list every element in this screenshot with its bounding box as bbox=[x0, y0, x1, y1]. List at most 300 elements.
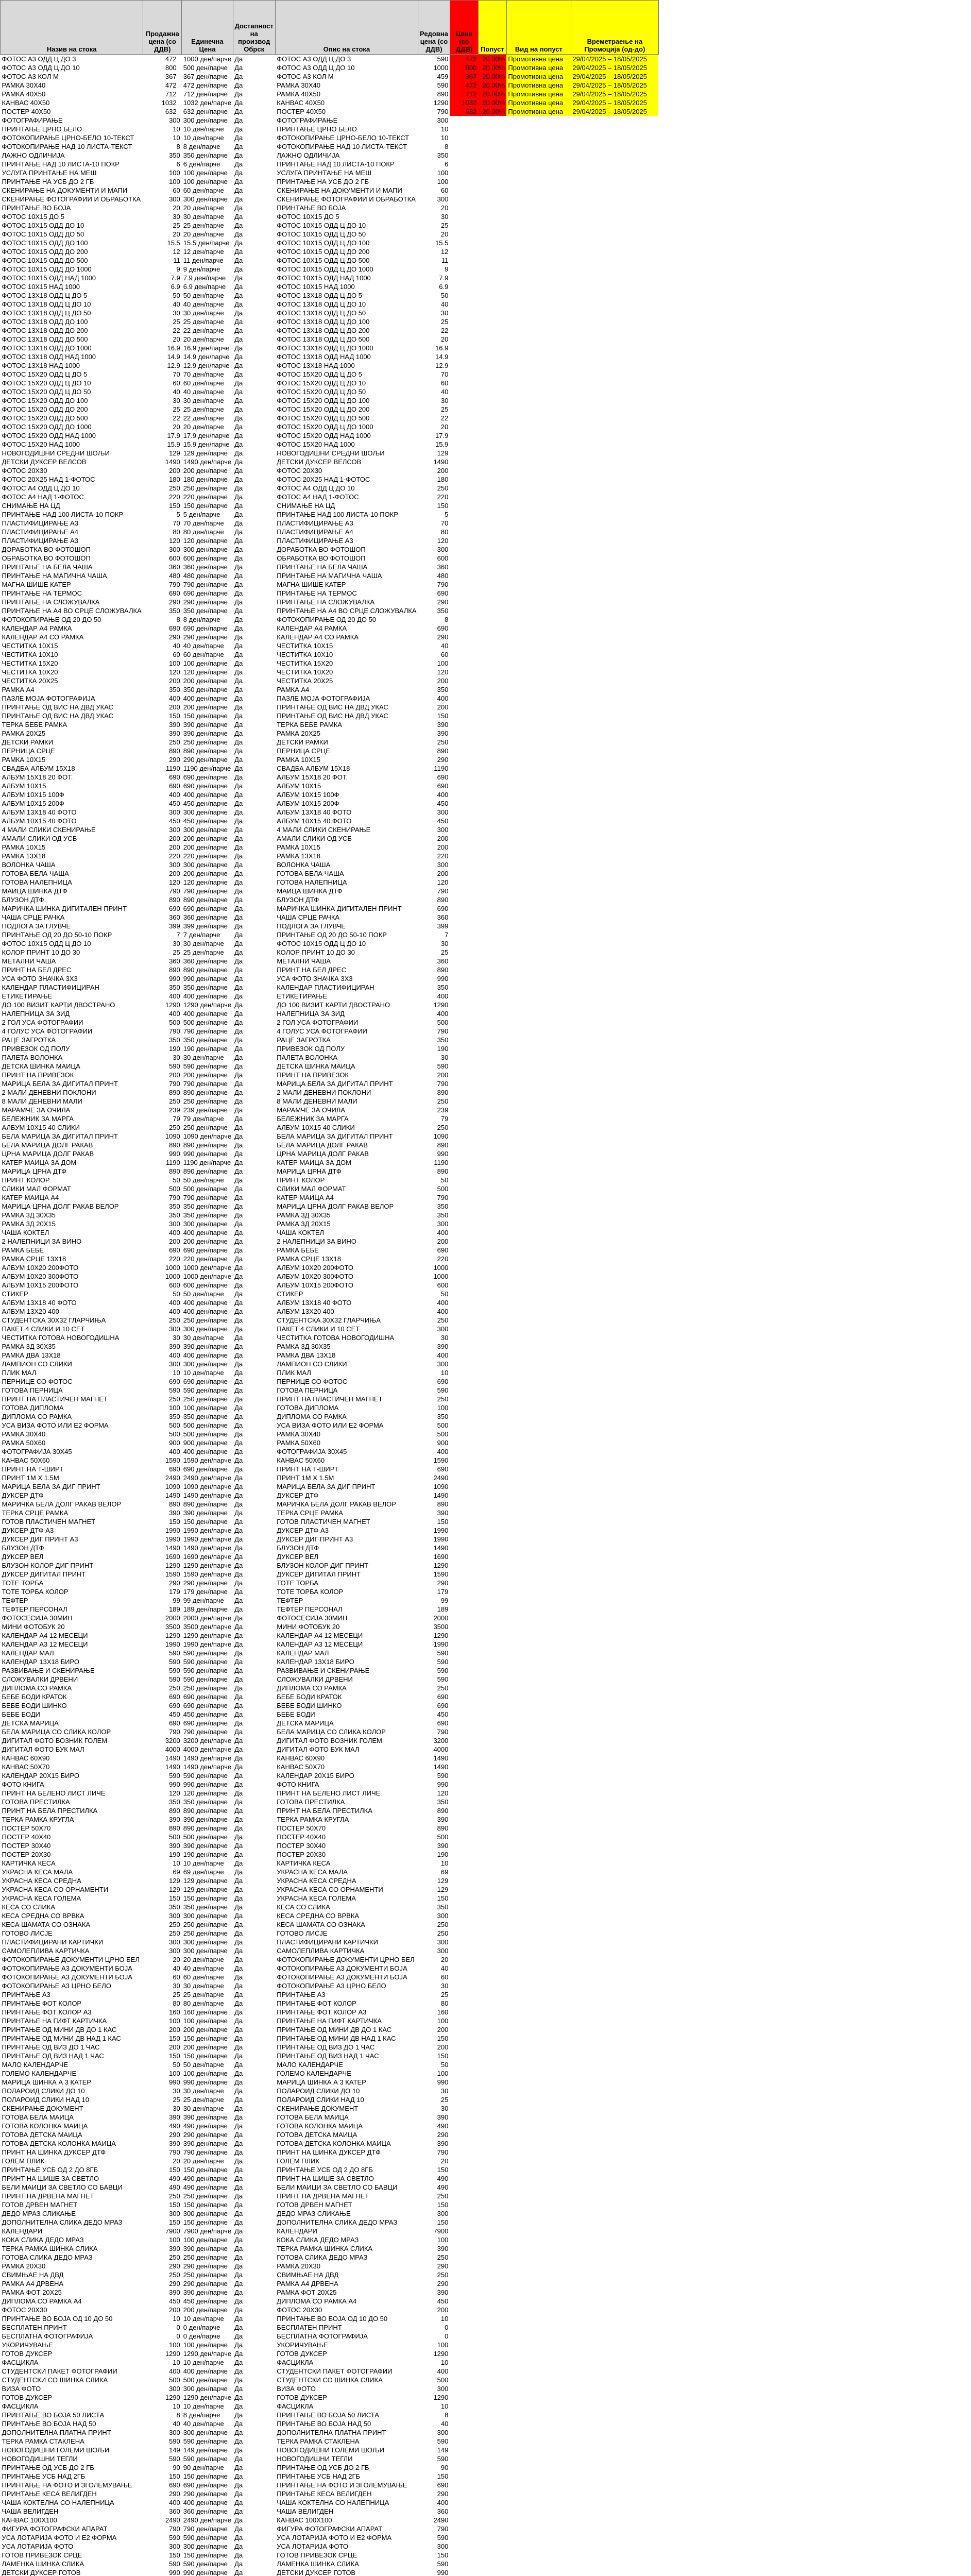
row-availability: Да bbox=[234, 1693, 243, 1701]
row-promo-period bbox=[571, 335, 658, 344]
row-promo-period bbox=[571, 2139, 658, 2148]
row-regular-price: 120 bbox=[437, 537, 449, 545]
row-price: 80 bbox=[173, 1999, 180, 2007]
row-discount-type bbox=[506, 545, 571, 554]
row-discount bbox=[478, 869, 506, 878]
row-discount bbox=[478, 720, 506, 729]
row-unit-price: 300 ден/парче bbox=[183, 116, 228, 124]
row-name: СКЕНИРАЊЕ ФОТОГРАФИИ И ОБРАБОТКА bbox=[2, 195, 141, 203]
row-price: 100 bbox=[169, 659, 180, 667]
row-discount-type bbox=[506, 2341, 571, 2349]
row-promo-price bbox=[450, 1544, 478, 1552]
row-promo-period bbox=[571, 2376, 658, 2384]
row-unit-price: 69 ден/парче bbox=[183, 1868, 224, 1876]
row-price: 790 bbox=[169, 1728, 180, 1736]
row-price: 25 bbox=[173, 948, 180, 956]
row-regular-price: 150 bbox=[437, 1518, 449, 1526]
row-price: 25 bbox=[173, 222, 180, 229]
row-price: 1490 bbox=[165, 1754, 180, 1762]
row-promo-period bbox=[571, 1955, 658, 1964]
row-discount-type bbox=[506, 519, 571, 528]
row-promo-period bbox=[571, 1833, 658, 1841]
row-discount-type bbox=[506, 1955, 571, 1964]
row-promo-period bbox=[571, 1027, 658, 1036]
row-price: 480 bbox=[169, 572, 180, 580]
table-row bbox=[1, 948, 659, 957]
row-price: 25 bbox=[173, 1991, 180, 1998]
row-name: ФОТОС 10Х15 ОДД ДО 50 bbox=[2, 230, 84, 238]
table-row bbox=[1, 1456, 659, 1465]
row-discount bbox=[478, 2524, 506, 2533]
row-description: ФИГУРА ФОТОГРАФСКИ АПАРАТ bbox=[277, 2525, 383, 2533]
table-row bbox=[1, 1745, 659, 1754]
table-row bbox=[1, 1684, 659, 1692]
row-regular-price: 200 bbox=[437, 2026, 449, 2033]
row-price: 25 bbox=[173, 405, 180, 413]
row-promo-price bbox=[450, 2489, 478, 2498]
table-row bbox=[1, 1298, 659, 1307]
row-availability: Да bbox=[234, 694, 243, 702]
row-promo-period bbox=[571, 1342, 658, 1351]
row-price: 100 bbox=[169, 1404, 180, 1412]
row-promo-price bbox=[450, 974, 478, 983]
row-availability: Да bbox=[234, 344, 243, 352]
table-row bbox=[1, 1255, 659, 1263]
row-description: ПОЛАРОИД СЛИКИ ДО 10 bbox=[277, 2087, 360, 2095]
row-promo-period bbox=[571, 817, 658, 825]
row-name: СТУДЕНТСКИ ПАКЕТ ФОТОГРАФИИ bbox=[2, 2367, 117, 2375]
row-unit-price: 300 ден/парче bbox=[183, 1360, 228, 1368]
row-regular-price: 10 bbox=[440, 2359, 449, 2366]
table-row bbox=[1, 1193, 659, 1202]
row-description: АЛБУМ 10Х15 40 ФОТО bbox=[277, 817, 352, 825]
row-price: 150 bbox=[169, 2166, 180, 2174]
row-description: ФОТОС 13Х18 ОДД Ц ДО 500 bbox=[277, 335, 370, 343]
row-unit-price: 50 ден/парче bbox=[183, 292, 224, 299]
row-regular-price: 400 bbox=[437, 1448, 449, 1455]
row-name: ПРИНТАЊЕ НАД 10 ЛИСТА-10 ПОКР bbox=[2, 160, 120, 168]
row-promo-price bbox=[450, 2463, 478, 2472]
row-discount-type bbox=[506, 2122, 571, 2130]
row-discount-type bbox=[506, 1149, 571, 1158]
row-name: ФОТОКОПИРАЊЕ ОД 20 ДО 50 bbox=[2, 616, 101, 623]
row-unit-price: 300 ден/парче bbox=[183, 1938, 228, 1946]
row-discount-type bbox=[506, 2393, 571, 2402]
row-price: 390 bbox=[169, 730, 180, 737]
row-availability: Да bbox=[234, 187, 243, 194]
row-discount-type bbox=[506, 589, 571, 598]
row-promo-price bbox=[450, 2446, 478, 2454]
table-row bbox=[1, 1307, 659, 1316]
row-promo-period bbox=[571, 904, 658, 913]
row-unit-price: 6 ден/парче bbox=[183, 160, 220, 168]
table-row bbox=[1, 2279, 659, 2288]
row-name: ЦРНА МАРИЦА ДОЛГ РАКАВ bbox=[2, 1150, 94, 1158]
table-row bbox=[1, 1640, 659, 1649]
table-row bbox=[1, 2472, 659, 2481]
table-row bbox=[1, 1841, 659, 1850]
row-discount bbox=[478, 922, 506, 930]
table-row bbox=[1, 1465, 659, 1473]
row-promo-price bbox=[450, 2148, 478, 2157]
row-regular-price: 7900 bbox=[433, 2227, 449, 2235]
row-price: 30 bbox=[173, 940, 180, 947]
row-regular-price: 290 bbox=[437, 2490, 449, 2498]
row-discount bbox=[478, 2533, 506, 2542]
row-discount-type bbox=[506, 1456, 571, 1465]
row-discount bbox=[478, 2139, 506, 2148]
row-name: ГОТОВА ДЕТСКА МАИЦА bbox=[2, 2131, 82, 2139]
row-availability: Да bbox=[234, 1781, 243, 1788]
row-price: 99 bbox=[173, 1597, 180, 1604]
row-description: ФОТОКОПИРАЊЕ ОД 20 ДО 50 bbox=[277, 616, 377, 623]
row-promo-period bbox=[571, 326, 658, 335]
row-availability: Да bbox=[234, 624, 243, 632]
row-promo-price bbox=[450, 1964, 478, 1973]
row-availability: Да bbox=[234, 948, 243, 956]
row-promo-period bbox=[571, 1106, 658, 1114]
row-discount-type bbox=[506, 1272, 571, 1281]
row-availability: Да bbox=[234, 2253, 243, 2261]
row-price: 40 bbox=[173, 1964, 180, 1972]
table-row bbox=[1, 1053, 659, 1062]
row-discount bbox=[478, 913, 506, 922]
table-row bbox=[1, 817, 659, 825]
col-header-unit: Единечна Цена bbox=[182, 1, 233, 55]
row-discount-type bbox=[506, 1281, 571, 1290]
row-name: БЕЛЕЖНИК ЗА МАРГА bbox=[2, 1115, 74, 1123]
row-unit-price: 1290 ден/парче bbox=[183, 2350, 232, 2358]
row-name: РАМКА БЕБЕ bbox=[2, 1246, 44, 1254]
row-availability: Да bbox=[234, 1378, 243, 1385]
row-price: 200 bbox=[169, 870, 180, 877]
row-price: 10 bbox=[173, 2402, 180, 2410]
row-description: ПРИНТАЊЕ НАД 10 ЛИСТА-10 ПОКР bbox=[277, 160, 395, 168]
row-name: РАМКА 3Д 20Х15 bbox=[2, 1220, 56, 1228]
row-name: ПРИНТ НА Т-ШИРТ bbox=[2, 1465, 64, 1473]
row-promo-price bbox=[450, 948, 478, 957]
row-name: ГОТОВА СЛИКА ДЕДО МРАЗ bbox=[2, 2253, 93, 2261]
row-name: АМАЛИ СЛИКИ ОД УСБ bbox=[2, 835, 77, 842]
table-row bbox=[1, 2078, 659, 2087]
row-availability: Да bbox=[234, 2437, 243, 2445]
row-price: 200 bbox=[169, 677, 180, 685]
row-name: НАЛЕПНИЦА ЗА ЗИД bbox=[2, 1010, 70, 1018]
table-row bbox=[1, 1798, 659, 1806]
row-description: РАМКА А4 ДРВЕНА bbox=[277, 2280, 338, 2287]
row-promo-period bbox=[571, 2279, 658, 2288]
table-row bbox=[1, 1001, 659, 1009]
row-availability: Да bbox=[234, 1019, 243, 1026]
table-row bbox=[1, 2341, 659, 2349]
row-name: МАРИЦА БЕЛА ЗА ДИГ ПРИНТ bbox=[2, 1483, 100, 1490]
row-unit-price: 1490 ден/парче bbox=[183, 1754, 232, 1762]
row-price: 390 bbox=[169, 1816, 180, 1823]
row-discount-type bbox=[506, 335, 571, 344]
row-regular-price: 1490 bbox=[433, 1763, 449, 1771]
row-regular-price: 20 bbox=[440, 423, 449, 431]
row-unit-price: 500 ден/парче bbox=[183, 2376, 228, 2384]
row-promo-price bbox=[450, 1587, 478, 1596]
row-name: МАРИЦА ЦРНА ДТФ bbox=[2, 1167, 67, 1175]
row-name: БЛУЗОН ДТФ bbox=[2, 896, 44, 904]
row-discount bbox=[478, 1946, 506, 1955]
row-unit-price: 1000 ден/парче bbox=[183, 1273, 232, 1280]
row-availability: Да bbox=[234, 2122, 243, 2130]
row-price: 129 bbox=[169, 449, 180, 457]
row-promo-period bbox=[571, 2174, 658, 2183]
row-discount bbox=[478, 1903, 506, 1911]
table-row bbox=[1, 1009, 659, 1018]
row-promo-price bbox=[450, 1421, 478, 1430]
row-name: ПОСТЕР 40Х50 bbox=[2, 108, 51, 115]
row-promo-period bbox=[571, 1692, 658, 1701]
row-discount-type bbox=[506, 1614, 571, 1622]
row-availability: Да bbox=[234, 370, 243, 378]
row-regular-price: 300 bbox=[437, 1220, 449, 1228]
row-promo-price bbox=[450, 1412, 478, 1421]
row-price: 220 bbox=[169, 852, 180, 860]
table-row bbox=[1, 1666, 659, 1675]
row-discount-type bbox=[506, 2095, 571, 2104]
row-promo-price bbox=[450, 1850, 478, 1859]
row-promo-period bbox=[571, 1298, 658, 1307]
row-promo-period bbox=[571, 133, 658, 142]
row-discount bbox=[478, 1368, 506, 1377]
row-name: 2 МАЛИ ДЕНЕВНИ ПОКЛОНИ bbox=[2, 1089, 96, 1096]
row-availability: Да bbox=[234, 55, 243, 63]
row-unit-price: 90 ден/парче bbox=[183, 2464, 224, 2471]
row-promo-period bbox=[571, 869, 658, 878]
row-price: 129 bbox=[169, 1886, 180, 1893]
row-description: СКЕНИРАЊЕ ДОКУМЕНТ bbox=[277, 2105, 359, 2112]
row-discount-type bbox=[506, 1360, 571, 1368]
row-availability: Да bbox=[234, 931, 243, 939]
row-promo-period bbox=[571, 2288, 658, 2297]
row-unit-price: 20 ден/парче bbox=[183, 230, 224, 238]
row-regular-price: 890 bbox=[437, 747, 449, 755]
row-price: 250 bbox=[169, 1316, 180, 1324]
row-regular-price: 990 bbox=[437, 975, 449, 982]
row-price: 7900 bbox=[165, 2227, 180, 2235]
row-discount bbox=[478, 598, 506, 606]
row-regular-price: 12 bbox=[440, 248, 449, 256]
row-unit-price: 220 ден/парче bbox=[183, 852, 228, 860]
row-price: 40 bbox=[173, 300, 180, 308]
row-promo-price bbox=[450, 2437, 478, 2446]
row-price: 150 bbox=[169, 502, 180, 510]
row-price: 300 bbox=[169, 195, 180, 203]
row-price: 149 bbox=[169, 2446, 180, 2454]
row-discount-type bbox=[506, 2192, 571, 2200]
row-promo-price bbox=[450, 466, 478, 475]
row-promo-period bbox=[571, 1149, 658, 1158]
row-unit-price: 200 ден/парче bbox=[183, 2026, 228, 2033]
row-availability: Да bbox=[234, 1159, 243, 1166]
row-price: 30 bbox=[173, 1054, 180, 1061]
row-name: ТОТЕ ТОРБА КОЛОР bbox=[2, 1588, 69, 1596]
row-promo-period bbox=[571, 2043, 658, 2052]
table-row bbox=[1, 230, 659, 239]
row-description: ФОТОС 15Х20 ОДД НАД 1000 bbox=[277, 432, 371, 439]
row-regular-price: 390 bbox=[437, 1509, 449, 1517]
row-discount bbox=[478, 1062, 506, 1071]
row-name: ЧЕСТИТКА 20Х25 bbox=[2, 677, 58, 685]
row-price: 990 bbox=[169, 975, 180, 982]
row-discount bbox=[478, 1990, 506, 1999]
table-row bbox=[1, 1149, 659, 1158]
row-promo-price bbox=[450, 2069, 478, 2078]
row-unit-price: 150 ден/парче bbox=[183, 2551, 228, 2559]
row-promo-price: 367 bbox=[450, 72, 478, 81]
row-name: 4 МАЛИ СЛИКИ СКЕНИРАЊЕ bbox=[2, 826, 96, 834]
row-promo-price bbox=[450, 1622, 478, 1631]
row-discount-type bbox=[506, 1535, 571, 1544]
row-availability: Да bbox=[234, 843, 243, 851]
row-promo-price bbox=[450, 536, 478, 545]
row-discount bbox=[478, 1579, 506, 1587]
row-availability: Да bbox=[234, 1316, 243, 1324]
row-unit-price: 590 ден/парче bbox=[183, 1675, 228, 1683]
row-promo-period bbox=[571, 2323, 658, 2332]
row-regular-price: 890 bbox=[437, 896, 449, 904]
row-price: 690 bbox=[169, 1693, 180, 1701]
row-discount bbox=[478, 1237, 506, 1246]
row-price: 250 bbox=[169, 1921, 180, 1928]
row-unit-price: 20 ден/парче bbox=[183, 1956, 224, 1963]
row-availability: Да bbox=[234, 1054, 243, 1061]
row-promo-period bbox=[571, 116, 658, 125]
row-regular-price: 12.9 bbox=[435, 362, 449, 369]
row-name: АЛБУМ 10Х15 bbox=[2, 782, 46, 790]
row-promo-price bbox=[450, 641, 478, 650]
row-discount bbox=[478, 528, 506, 536]
row-regular-price: 500 bbox=[437, 1421, 449, 1429]
row-price: 400 bbox=[169, 1448, 180, 1455]
row-name: ПРИНТ НА ШИНКА ДУКСЕР ДТФ bbox=[2, 2148, 106, 2156]
row-name: АЛБУМ 13Х20 400 bbox=[2, 1308, 59, 1315]
row-promo-period bbox=[571, 887, 658, 895]
row-price: 250 bbox=[169, 484, 180, 492]
row-discount bbox=[478, 2043, 506, 2052]
row-availability: Да bbox=[234, 1640, 243, 1648]
table-row bbox=[1, 2533, 659, 2542]
row-description: ПРИНТ НА БЕЛ ДРЕС bbox=[277, 966, 347, 974]
table-row bbox=[1, 738, 659, 747]
table-row bbox=[1, 142, 659, 151]
row-price: 10 bbox=[173, 2359, 180, 2366]
row-unit-price: 350 ден/парче bbox=[183, 1202, 228, 1210]
row-discount-type bbox=[506, 2235, 571, 2244]
table-row bbox=[1, 1438, 659, 1447]
row-name: ГОТОВ ДУКСЕР bbox=[2, 2350, 53, 2358]
table-row bbox=[1, 396, 659, 405]
row-promo-period bbox=[571, 370, 658, 379]
row-discount bbox=[478, 1184, 506, 1193]
row-discount bbox=[478, 1491, 506, 1500]
row-regular-price: 150 bbox=[437, 2052, 449, 2060]
row-unit-price: 10 ден/парче bbox=[183, 134, 224, 142]
row-unit-price: 250 ден/парче bbox=[183, 1929, 228, 1937]
row-discount-type bbox=[506, 2227, 571, 2235]
row-availability: Да bbox=[234, 335, 243, 343]
row-promo-price bbox=[450, 1106, 478, 1114]
table-row bbox=[1, 983, 659, 992]
row-promo-price bbox=[450, 168, 478, 177]
row-availability: Да bbox=[234, 467, 243, 474]
row-price: 1590 bbox=[165, 1570, 180, 1578]
row-description: ДУКСЕР ДТФ bbox=[277, 1492, 319, 1499]
row-discount bbox=[478, 422, 506, 431]
row-description: ФОТОС 13Х18 ОДД Ц ДО 100 bbox=[277, 318, 370, 326]
row-promo-price bbox=[450, 2192, 478, 2200]
row-description: ПРИНТАЊЕ НА МАГИЧНА ЧАША bbox=[277, 572, 382, 580]
row-regular-price: 30 bbox=[440, 309, 449, 317]
row-promo-price bbox=[450, 843, 478, 852]
row-promo-price bbox=[450, 1193, 478, 1202]
row-availability: Да bbox=[234, 572, 243, 580]
row-description: ДИГИТАЛ ФОТО БУК МАЛ bbox=[277, 1745, 360, 1753]
row-discount bbox=[478, 668, 506, 676]
row-regular-price: 400 bbox=[437, 791, 449, 799]
row-unit-price: 690 ден/парче bbox=[183, 624, 228, 632]
row-promo-period bbox=[571, 563, 658, 571]
row-promo-price bbox=[450, 396, 478, 405]
row-promo-price bbox=[450, 344, 478, 352]
row-promo-period bbox=[571, 790, 658, 799]
row-promo-price bbox=[450, 414, 478, 422]
row-promo-period bbox=[571, 1228, 658, 1237]
row-availability: Да bbox=[234, 99, 243, 107]
row-promo-period bbox=[571, 1368, 658, 1377]
row-unit-price: 120 ден/парче bbox=[183, 668, 228, 676]
row-availability: Да bbox=[234, 1789, 243, 1797]
row-availability: Да bbox=[234, 2534, 243, 2541]
table-row bbox=[1, 1692, 659, 1701]
row-price: 790 bbox=[169, 887, 180, 895]
row-discount-type: Промотивна цена bbox=[506, 98, 571, 107]
table-row bbox=[1, 300, 659, 309]
row-name: КАНВАС 100Х100 bbox=[2, 2516, 57, 2524]
row-discount-type bbox=[506, 2025, 571, 2034]
row-availability: Да bbox=[234, 1448, 243, 1455]
row-discount-type bbox=[506, 2384, 571, 2393]
row-unit-price: 129 ден/парче bbox=[183, 449, 228, 457]
row-promo-period bbox=[571, 2454, 658, 2463]
row-promo-period bbox=[571, 1500, 658, 1509]
row-promo-price bbox=[450, 1123, 478, 1132]
row-promo-price: 632 bbox=[450, 107, 478, 116]
row-discount bbox=[478, 519, 506, 528]
row-unit-price: 1490 ден/парче bbox=[183, 1763, 232, 1771]
row-promo-period bbox=[571, 2270, 658, 2279]
row-price: 790 bbox=[169, 1027, 180, 1035]
row-availability: Да bbox=[234, 405, 243, 413]
row-name: ФОТОС А4 ОДД Ц ДО 10 bbox=[2, 484, 80, 492]
row-regular-price: 1590 bbox=[433, 1456, 449, 1464]
row-discount-type bbox=[506, 852, 571, 860]
row-description: ТОТЕ ТОРБА КОЛОР bbox=[277, 1588, 344, 1596]
row-description: ТЕФТЕР ПЕРСОНАЛ bbox=[277, 1605, 343, 1613]
table-row bbox=[1, 1561, 659, 1570]
row-price: 690 bbox=[169, 2481, 180, 2489]
row-name: БЕБЕ БОДИ КРАТОК bbox=[2, 1693, 67, 1701]
row-availability: Да bbox=[234, 747, 243, 755]
table-row bbox=[1, 1701, 659, 1710]
row-price: 400 bbox=[169, 694, 180, 702]
table-row bbox=[1, 168, 659, 177]
row-discount bbox=[478, 2306, 506, 2314]
